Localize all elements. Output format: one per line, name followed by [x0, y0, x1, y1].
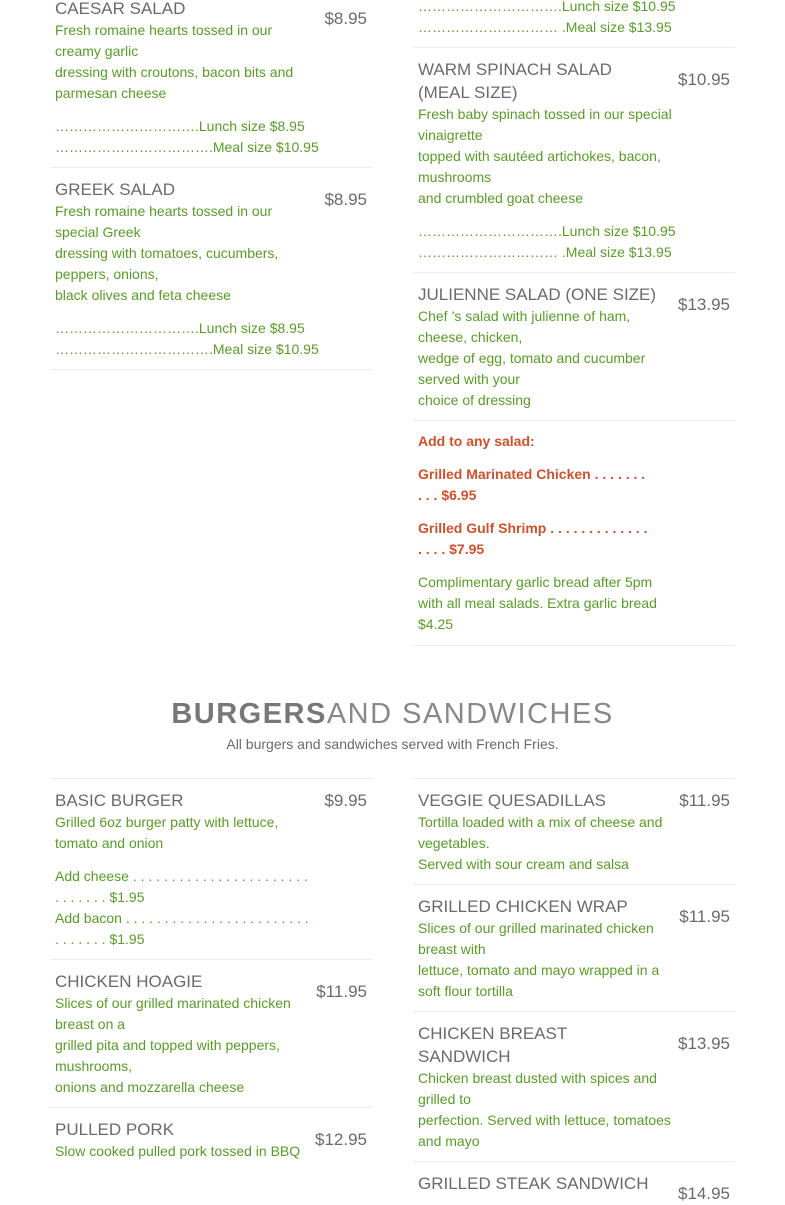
- item-description: [418, 918, 730, 1002]
- description-line: choice of dressing: [418, 392, 531, 408]
- lunch-size: ………………………….Lunch size $8.95: [55, 320, 305, 336]
- meal-size: ………………………… .Meal size $13.95: [418, 244, 672, 260]
- garlic-bread-note: Complimentary garlic bread after 5pm with all meal salads. Extra garlic bread $4.25: [418, 574, 657, 632]
- item-price: $12.95: [315, 1130, 367, 1149]
- menu-item-pulled-pork: [50, 1118, 372, 1171]
- item-name: CHICKEN HOAGIE: [55, 972, 203, 991]
- description-line: Chef ’s salad with julienne of ham, cheese, chicken,: [418, 308, 631, 345]
- description-line: Chicken breast dusted with spices and grilled to: [418, 1070, 657, 1107]
- section-title: [0, 696, 785, 732]
- item-name: GREEK SALAD: [55, 180, 175, 199]
- burgers-left-column: [50, 778, 372, 1171]
- description-line: and crumbled goat cheese: [418, 190, 583, 206]
- description-line: Slow cooked pulled pork tossed in BBQ: [55, 1143, 301, 1159]
- item-price: $13.95: [678, 1034, 730, 1053]
- item-name: CAESAR SALAD: [55, 0, 186, 18]
- description-line: Fresh romaine hearts tossed in our creamy garlic: [55, 22, 273, 59]
- item-name: PULLED PORK: [55, 1120, 175, 1139]
- menu-item-chicken-breast-sandwich: [413, 1022, 735, 1162]
- description-line: grilled pita and topped with peppers, mushrooms,: [55, 1037, 280, 1074]
- section-header-burgers: [0, 696, 785, 754]
- description-line: Served with sour cream and salsa: [418, 856, 629, 872]
- item-sizes: [418, 0, 730, 38]
- menu-item-caesar-salad: [50, 0, 372, 168]
- item-price: $8.95: [324, 190, 367, 209]
- lunch-size: ………………………….Lunch size $10.95: [418, 0, 676, 14]
- description-line: dressing with croutons, bacon bits and parmesan cheese: [55, 64, 294, 101]
- item-description: [418, 104, 730, 209]
- item-price: $14.95: [678, 1184, 730, 1203]
- menu-item-warm-spinach-salad: [413, 58, 735, 273]
- addon-shrimp: Grilled Gulf Shrimp . . . . . . . . . . . . . . . . . $7.95: [418, 520, 648, 557]
- item-price: $11.95: [679, 907, 730, 926]
- menu-item-grilled-chicken-wrap: [413, 895, 735, 1012]
- item-name: VEGGIE QUESADILLAS: [418, 791, 607, 810]
- item-sizes: [55, 318, 367, 360]
- item-price: $11.95: [679, 791, 730, 810]
- section-subtitle: All burgers and sandwiches served with French Fries.: [226, 736, 559, 752]
- salad-addons: [413, 421, 735, 646]
- item-name: JULIENNE SALAD (ONE SIZE): [418, 285, 657, 304]
- item-name: CHICKEN BREAST SANDWICH: [418, 1024, 567, 1066]
- item-price: $8.95: [324, 9, 367, 28]
- item-price: $13.95: [678, 295, 730, 314]
- menu-item-grilled-steak-sandwich: [413, 1172, 735, 1204]
- description-line: lettuce, tomato and mayo wrapped in a soft flour tortilla: [418, 962, 660, 999]
- description-line: wedge of egg, tomato and cucumber served with your: [418, 350, 646, 387]
- addon-chicken: Grilled Marinated Chicken . . . . . . . . . . $6.95: [418, 466, 646, 503]
- item-name: BASIC BURGER: [55, 791, 184, 810]
- section-title-light: AND SANDWICHES: [326, 698, 614, 730]
- item-description: [55, 20, 367, 104]
- description-line: perfection. Served with lettuce, tomatoes and mayo: [418, 1112, 671, 1149]
- menu-item-julienne-salad: [413, 283, 735, 421]
- meal-size: ………………………… .Meal size $13.95: [418, 19, 672, 35]
- salads-right-column: [413, 0, 735, 646]
- description-line: topped with sautéed artichokes, bacon, mushrooms: [418, 148, 661, 185]
- item-extras: [55, 866, 367, 950]
- item-description: [418, 306, 730, 411]
- item-description: [418, 812, 730, 875]
- item-description: [55, 993, 367, 1098]
- burgers-right-column: [413, 778, 735, 1204]
- menu-item-greek-salad: [50, 178, 372, 370]
- menu-item-continued: [413, 0, 735, 48]
- description-line: black olives and feta cheese: [55, 287, 231, 303]
- item-price: $9.95: [324, 791, 367, 810]
- item-name: GRILLED STEAK SANDWICH: [418, 1174, 649, 1193]
- salads-left-column: [50, 0, 372, 370]
- item-description: [418, 1068, 730, 1152]
- extra-cheese: Add cheese . . . . . . . . . . . . . . . . . . . . . . . . . . . . . . $1.95: [55, 868, 308, 905]
- item-description: [55, 812, 367, 854]
- description-line: dressing with tomatoes, cucumbers, peppers, onions,: [55, 245, 279, 282]
- item-description: [55, 201, 367, 306]
- description-line: Slices of our grilled marinated chicken breast with: [418, 920, 654, 957]
- section-title-bold: BURGERS: [171, 698, 327, 730]
- description-line: Grilled 6oz burger patty with lettuce, tomato and onion: [55, 814, 279, 851]
- meal-size: …………………………….Meal size $10.95: [55, 139, 319, 155]
- menu-item-veggie-quesadillas: [413, 778, 735, 885]
- menu-item-basic-burger: [50, 778, 372, 960]
- lunch-size: ………………………….Lunch size $8.95: [55, 118, 305, 134]
- lunch-size: ………………………….Lunch size $10.95: [418, 223, 676, 239]
- description-line: Fresh romaine hearts tossed in our special Greek: [55, 203, 273, 240]
- item-price: $11.95: [316, 982, 367, 1001]
- extra-bacon: Add bacon . . . . . . . . . . . . . . . . . . . . . . . . . . . . . . . $1.95: [55, 910, 309, 947]
- description-line: Fresh baby spinach tossed in our special vinaigrette: [418, 106, 672, 143]
- description-line: Slices of our grilled marinated chicken breast on a: [55, 995, 291, 1032]
- description-line: onions and mozzarella cheese: [55, 1079, 245, 1095]
- item-price: $10.95: [678, 70, 730, 89]
- menu-item-chicken-hoagie: [50, 970, 372, 1108]
- item-name: GRILLED CHICKEN WRAP: [418, 897, 628, 916]
- meal-size: …………………………….Meal size $10.95: [55, 341, 319, 357]
- description-line: Tortilla loaded with a mix of cheese and vegetables.: [418, 814, 663, 851]
- item-name: WARM SPINACH SALAD (MEAL SIZE): [418, 60, 612, 102]
- addons-heading: Add to any salad:: [418, 433, 535, 449]
- item-sizes: [55, 116, 367, 158]
- item-sizes: [418, 221, 730, 263]
